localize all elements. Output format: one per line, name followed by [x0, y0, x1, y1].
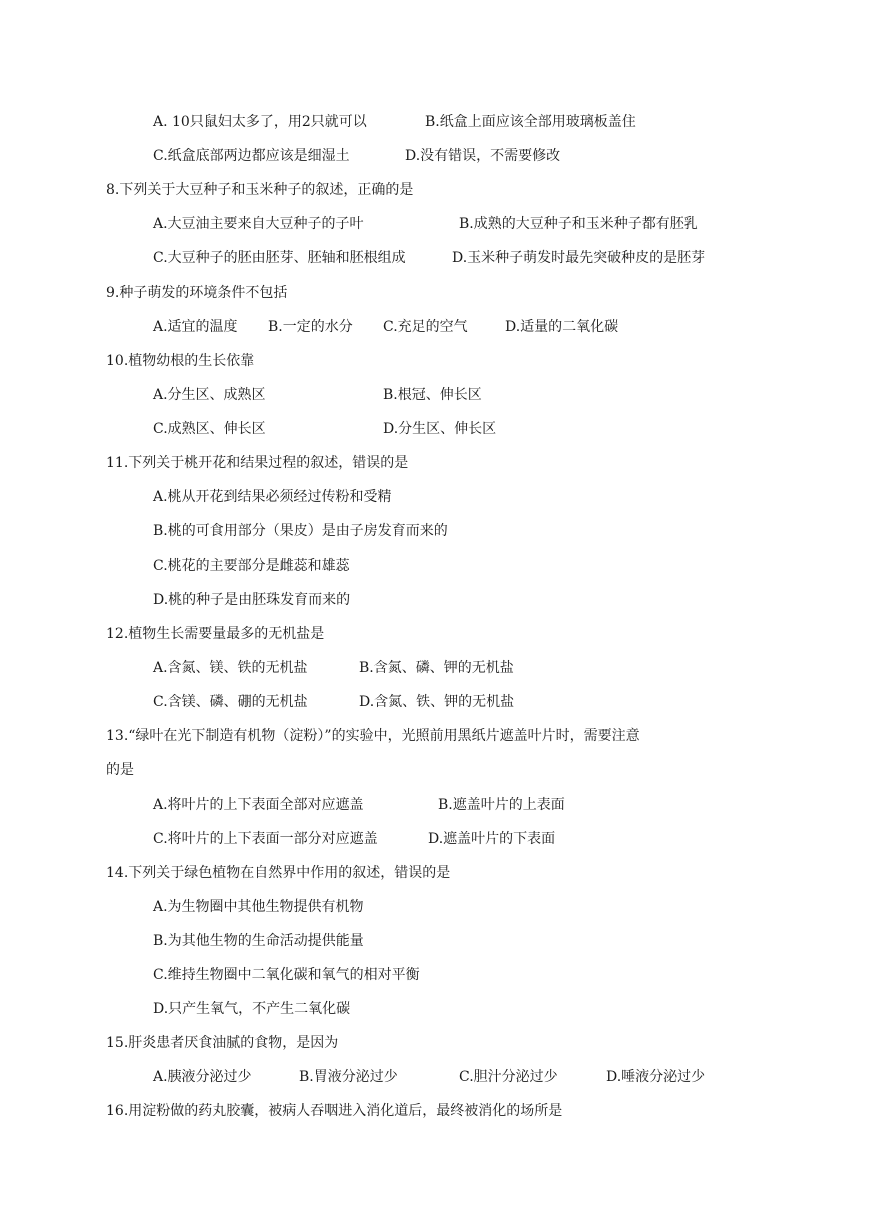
option-b: B.桃的可食用部分（果皮）是由子房发育而来的	[153, 523, 448, 539]
option-d: D.适量的二氧化碳	[505, 319, 619, 335]
option-d: D.玉米种子萌发时最先突破种皮的是胚芽	[452, 250, 706, 266]
option-d: D.唾液分泌过少	[606, 1069, 706, 1085]
option-d: D.遮盖叶片的下表面	[428, 831, 556, 847]
question-stem-continued: 的是	[106, 762, 134, 778]
question-stem: 10.植物幼根的生长依靠	[106, 353, 255, 369]
option-c: C.大豆种子的胚由胚芽、胚轴和胚根组成	[153, 250, 406, 266]
option-c: C.维持生物圈中二氧化碳和氧气的相对平衡	[153, 967, 420, 983]
option-a: A.胰液分泌过少	[153, 1069, 252, 1085]
question-stem: 9.种子萌发的环境条件不包括	[106, 285, 288, 301]
option-b: B.根冠、伸长区	[383, 387, 482, 403]
option-b: B.胃液分泌过少	[299, 1069, 398, 1085]
option-d: D.只产生氧气，不产生二氧化碳	[153, 1001, 351, 1017]
option-a: A.为生物圈中其他生物提供有机物	[153, 899, 364, 915]
option-d: D.桃的种子是由胚珠发育而来的	[153, 592, 351, 608]
question-stem: 8.下列关于大豆种子和玉米种子的叙述，正确的是	[106, 182, 414, 198]
option-c: C.含镁、磷、硼的无机盐	[153, 694, 308, 710]
option-b: B.一定的水分	[268, 319, 353, 335]
option-a: A.适宜的温度	[153, 319, 238, 335]
option-b: B.成熟的大豆种子和玉米种子都有胚乳	[459, 216, 698, 232]
option-a: A.桃从开花到结果必须经过传粉和受精	[153, 489, 392, 505]
option-c: C.成熟区、伸长区	[153, 421, 266, 437]
option-b: B.含氮、磷、钾的无机盐	[359, 660, 514, 676]
option-b: B.为其他生物的生命活动提供能量	[153, 933, 364, 949]
option-a: A. 10只鼠妇太多了，用2只就可以	[153, 114, 367, 130]
question-stem: 13.“绿叶在光下制造有机物（淀粉）”的实验中，光照前用黑纸片遮盖叶片时，需要注意	[106, 728, 640, 744]
question-stem: 15.肝炎患者厌食油腻的食物，是因为	[106, 1035, 339, 1051]
option-c: C.将叶片的上下表面一部分对应遮盖	[153, 831, 378, 847]
option-b: B.遮盖叶片的上表面	[438, 797, 565, 813]
option-d: D.分生区、伸长区	[383, 421, 497, 437]
option-a: A.大豆油主要来自大豆种子的子叶	[153, 216, 364, 232]
option-c: C.充足的空气	[383, 319, 468, 335]
question-stem: 11.下列关于桃开花和结果过程的叙述，错误的是	[106, 455, 409, 471]
option-a: A.将叶片的上下表面全部对应遮盖	[153, 797, 364, 813]
option-c: C.纸盒底部两边都应该是细湿土	[153, 148, 350, 164]
option-c: C.胆汁分泌过少	[459, 1069, 558, 1085]
option-d: D.含氮、铁、钾的无机盐	[359, 694, 515, 710]
option-a: A.分生区、成熟区	[153, 387, 266, 403]
question-stem: 12.植物生长需要量最多的无机盐是	[106, 626, 325, 642]
question-stem: 16.用淀粉做的药丸胶囊，被病人吞咽进入消化道后，最终被消化的场所是	[106, 1103, 563, 1119]
option-b: B.纸盒上面应该全部用玻璃板盖住	[425, 114, 636, 130]
option-a: A.含氮、镁、铁的无机盐	[153, 660, 308, 676]
option-d: D.没有错误，不需要修改	[405, 148, 561, 164]
question-stem: 14.下列关于绿色植物在自然界中作用的叙述，错误的是	[106, 865, 451, 881]
option-c: C.桃花的主要部分是雌蕊和雄蕊	[153, 558, 350, 574]
